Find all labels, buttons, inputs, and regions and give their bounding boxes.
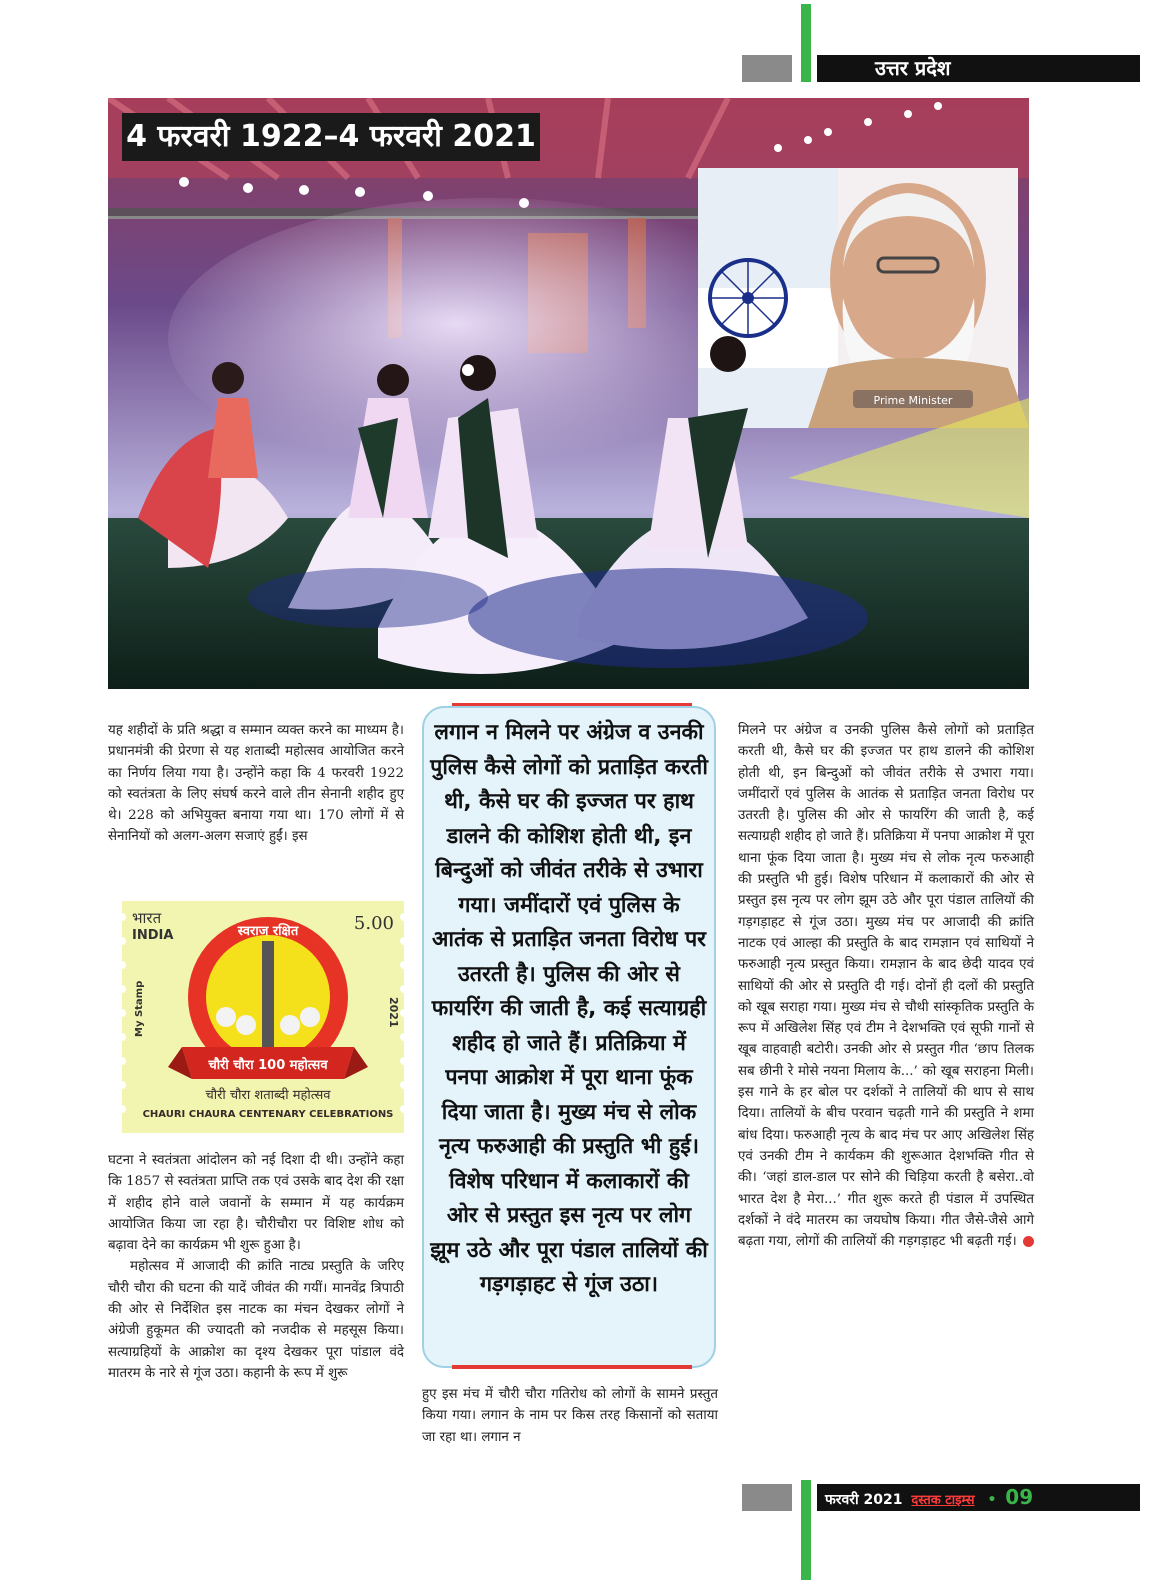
stamp-image: [118, 897, 408, 1137]
green-accent-bar-top: [801, 4, 811, 82]
article-column-middle-bottom: [422, 1384, 718, 1448]
article-paragraph: महोत्सव में आजादी की क्रांति नाट्य प्रस्तुति के जरिए चौरी चौरा की घटना की यादें जीवंत की गयीं। मानवेंद्र त्रिपाठी की ओर से निर्देशित इस नाटक का मंचन देखकर लोगों ने अंग्रेजी हुकूमत की ज्यादती को नजदीक से महसूस किया। सत्याग्रहियों के आक्रोश का दृश्य देखकर पूरा पांडाल वंदे मातरम के नारे से गूंज उठा। कहानी के रूप में शुरू: [108, 1259, 404, 1381]
stamp-arc-text: स्वराज रक्षित: [237, 924, 299, 939]
article-paragraph: हुए इस मंच में चौरी चौरा गतिरोध को लोगों के सामने प्रस्तुत किया गया। लगान के नाम पर किस तरह किसानों को सताया जा रहा था। लगान न: [422, 1387, 718, 1445]
footer-bullet: •: [987, 1492, 997, 1508]
stamp-year: 2021: [387, 997, 400, 1028]
footer-month: फरवरी 2021: [825, 1492, 903, 1508]
page-number: 09: [1005, 1485, 1034, 1509]
pullquote-rule-bottom: [452, 1365, 692, 1369]
screen-caption: Prime Minister: [873, 394, 953, 407]
article-column-left-bottom: [108, 1150, 404, 1384]
grey-tab-top: [742, 55, 792, 82]
article-column-left-top: [108, 720, 404, 848]
date-label: 4 फरवरी 1922–4 फरवरी 2021: [122, 113, 540, 161]
stamp-title-en: CHAURI CHAURA CENTENARY CELEBRATIONS: [142, 1109, 394, 1120]
green-accent-bar-bottom: [801, 1480, 811, 1580]
article-paragraph: यह शहीदों के प्रति श्रद्धा व सम्मान व्यक्त करने का माध्यम है। प्रधानमंत्री की प्रेरणा से यह शताब्दी महोत्सव आयोजित करने का निर्णय लिया गया है। उन्होंने कहा कि 4 फरवरी 1922 को स्वतंत्रता के लिए संघर्ष करने वाले तीन सेनानी शहीद हुए थे। 228 को अभियुक्त बनाया गया था। 170 लोगों में से सेनानियों को अलग-अलग सजाएं हुईं। इस: [108, 723, 404, 845]
article-column-right: [738, 720, 1034, 1252]
stamp-country-en: INDIA: [132, 928, 174, 943]
magazine-logo: दस्तक टाइम्स: [911, 1493, 975, 1508]
stamp-ribbon: चौरी चौरा 100 महोत्सव: [208, 1058, 328, 1073]
article-paragraph: घटना ने स्वतंत्रता आंदोलन को नई दिशा दी थी। उन्होंने कहा कि 1857 से स्वतंत्रता प्राप्ति तक एवं उसके बाद देश की रक्षा में शहीद होने वाले जवानों के सम्मान में यह कार्यक्रम आयोजित किया जा रहा है। चौरीचौरा पर विशिष्ट शोध को बढ़ावा देने का कार्यक्रम भी शुरू हुआ है।: [108, 1153, 404, 1254]
stamp-title-hi: चौरी चौरा शताब्दी महोत्सव: [205, 1088, 331, 1103]
stamp-value: 5.00: [353, 913, 394, 934]
article-paragraph-final: [738, 720, 1034, 1252]
photo-illustration: [108, 98, 1029, 689]
article-paragraph-text: मिलने पर अंग्रेज व उनकी पुलिस कैसे लोगों को प्रताड़ित करती थी, कैसे घर की इज्जत पर हाथ डालने की कोशिश होती थी, इन बिन्दुओं को जीवंत तरीके से उभारा गया। जमींदारों एवं पुलिस के आतंक से प्रताड़ित जनता विरोध पर उतरती है। पुलिस की ओर से फायरिंग की जाती है, कई सत्याग्रही शहीद हो जाते हैं। प्रतिक्रिया में पनपा आक्रोश में पूरा थाना फूंक दिया जाता है। मुख्य मंच से लोक नृत्य फरुआही की प्रस्तुति भी हुई। विशेष परिधान में कलाकारों की ओर से प्रस्तुत इस नृत्य पर लोग झूम उठे और पूरा पंडाल तालियों की गड़गड़ाहट से गूंज उठा। मुख्य मंच पर आजादी की क्रांति नाटक एवं आल्हा की प्रस्तुति के बाद रामज्ञान एवं साथियों ने फरुआही नृत्य प्रस्तुत किया। रामज्ञान के बाद छेदी यादव एवं साथियों की ओर से प्रस्तुति दी गई। दोनों ही दलों की प्रस्तुति को खूब सराहा गया। मुख्य मंच से चौथी सांस्कृतिक प्रस्तुति के रूप में अखिलेश सिंह एवं टीम ने देशभक्ति एवं सूफी गानों से खूब वाहवाही बटोरी। उनकी ओर से प्रस्तुत गीत ‘छाप तिलक सब छीनी रे मोसे नयना मिलाय के...’ को खूब सराहना मिली। इस गाने के हर बोल पर दर्शकों ने तालियों की थाप से साथ दिया। तालियों के बीच परवान चढ़ती गाने की प्रस्तुति ने शमा बांध दिया। फरुआही नृत्य के बाद मंच पर आए अखिलेश सिंह एवं उनकी टीम ने कार्यकम की शुरूआत देशभक्ति गीत से की। ‘जहां डाल-डाल पर सोने की चिड़िया करती है बसेरा..वो भारत देश है मेरा...’ गीत शुरू करते ही पंडाल में उपस्थित दर्शकों ने वंदे मातरम का जयघोष किया। गीत जैसे-जैसे आगे बढ़ता गया, लोगों की तालियों की गड़गड़ाहट भी बढ़ती गई।: [738, 723, 1034, 1250]
end-mark-icon: [1023, 1236, 1034, 1247]
section-title: उत्तर प्रदेश: [875, 56, 951, 80]
pullquote-box: [422, 706, 716, 1368]
dance-performance-photo: [108, 98, 1029, 689]
stamp-side-label: My Stamp: [134, 980, 145, 1037]
commemorative-stamp: [118, 897, 408, 1137]
grey-tab-bottom: [742, 1484, 792, 1511]
section-header: [817, 55, 1140, 82]
stamp-country-hi: भारत: [132, 909, 162, 927]
footer: [817, 1484, 1140, 1511]
pullquote-text: लगान न मिलने पर अंग्रेज व उनकी पुलिस कैसे लोगों को प्रताड़ित करती थी, कैसे घर की इज्जत पर हाथ डालने की कोशिश होती थी, इन बिन्दुओं को जीवंत तरीके से उभारा गया। जमींदारों एवं पुलिस के आतंक से प्रताड़ित जनता विरोध पर उतरती है। पुलिस की ओर से फायरिंग की जाती है, कई सत्याग्रही शहीद हो जाते हैं। प्रतिक्रिया में पनपा आक्रोश में पूरा थाना फूंक दिया जाता है। मुख्य मंच से लोक नृत्य फरुआही की प्रस्तुति भी हुई। विशेष परिधान में कलाकारों की ओर से प्रस्तुत इस नृत्य पर लोग झूम उठे और पूरा पंडाल तालियों की गड़गड़ाहट से गूंज उठा।: [430, 720, 708, 1297]
